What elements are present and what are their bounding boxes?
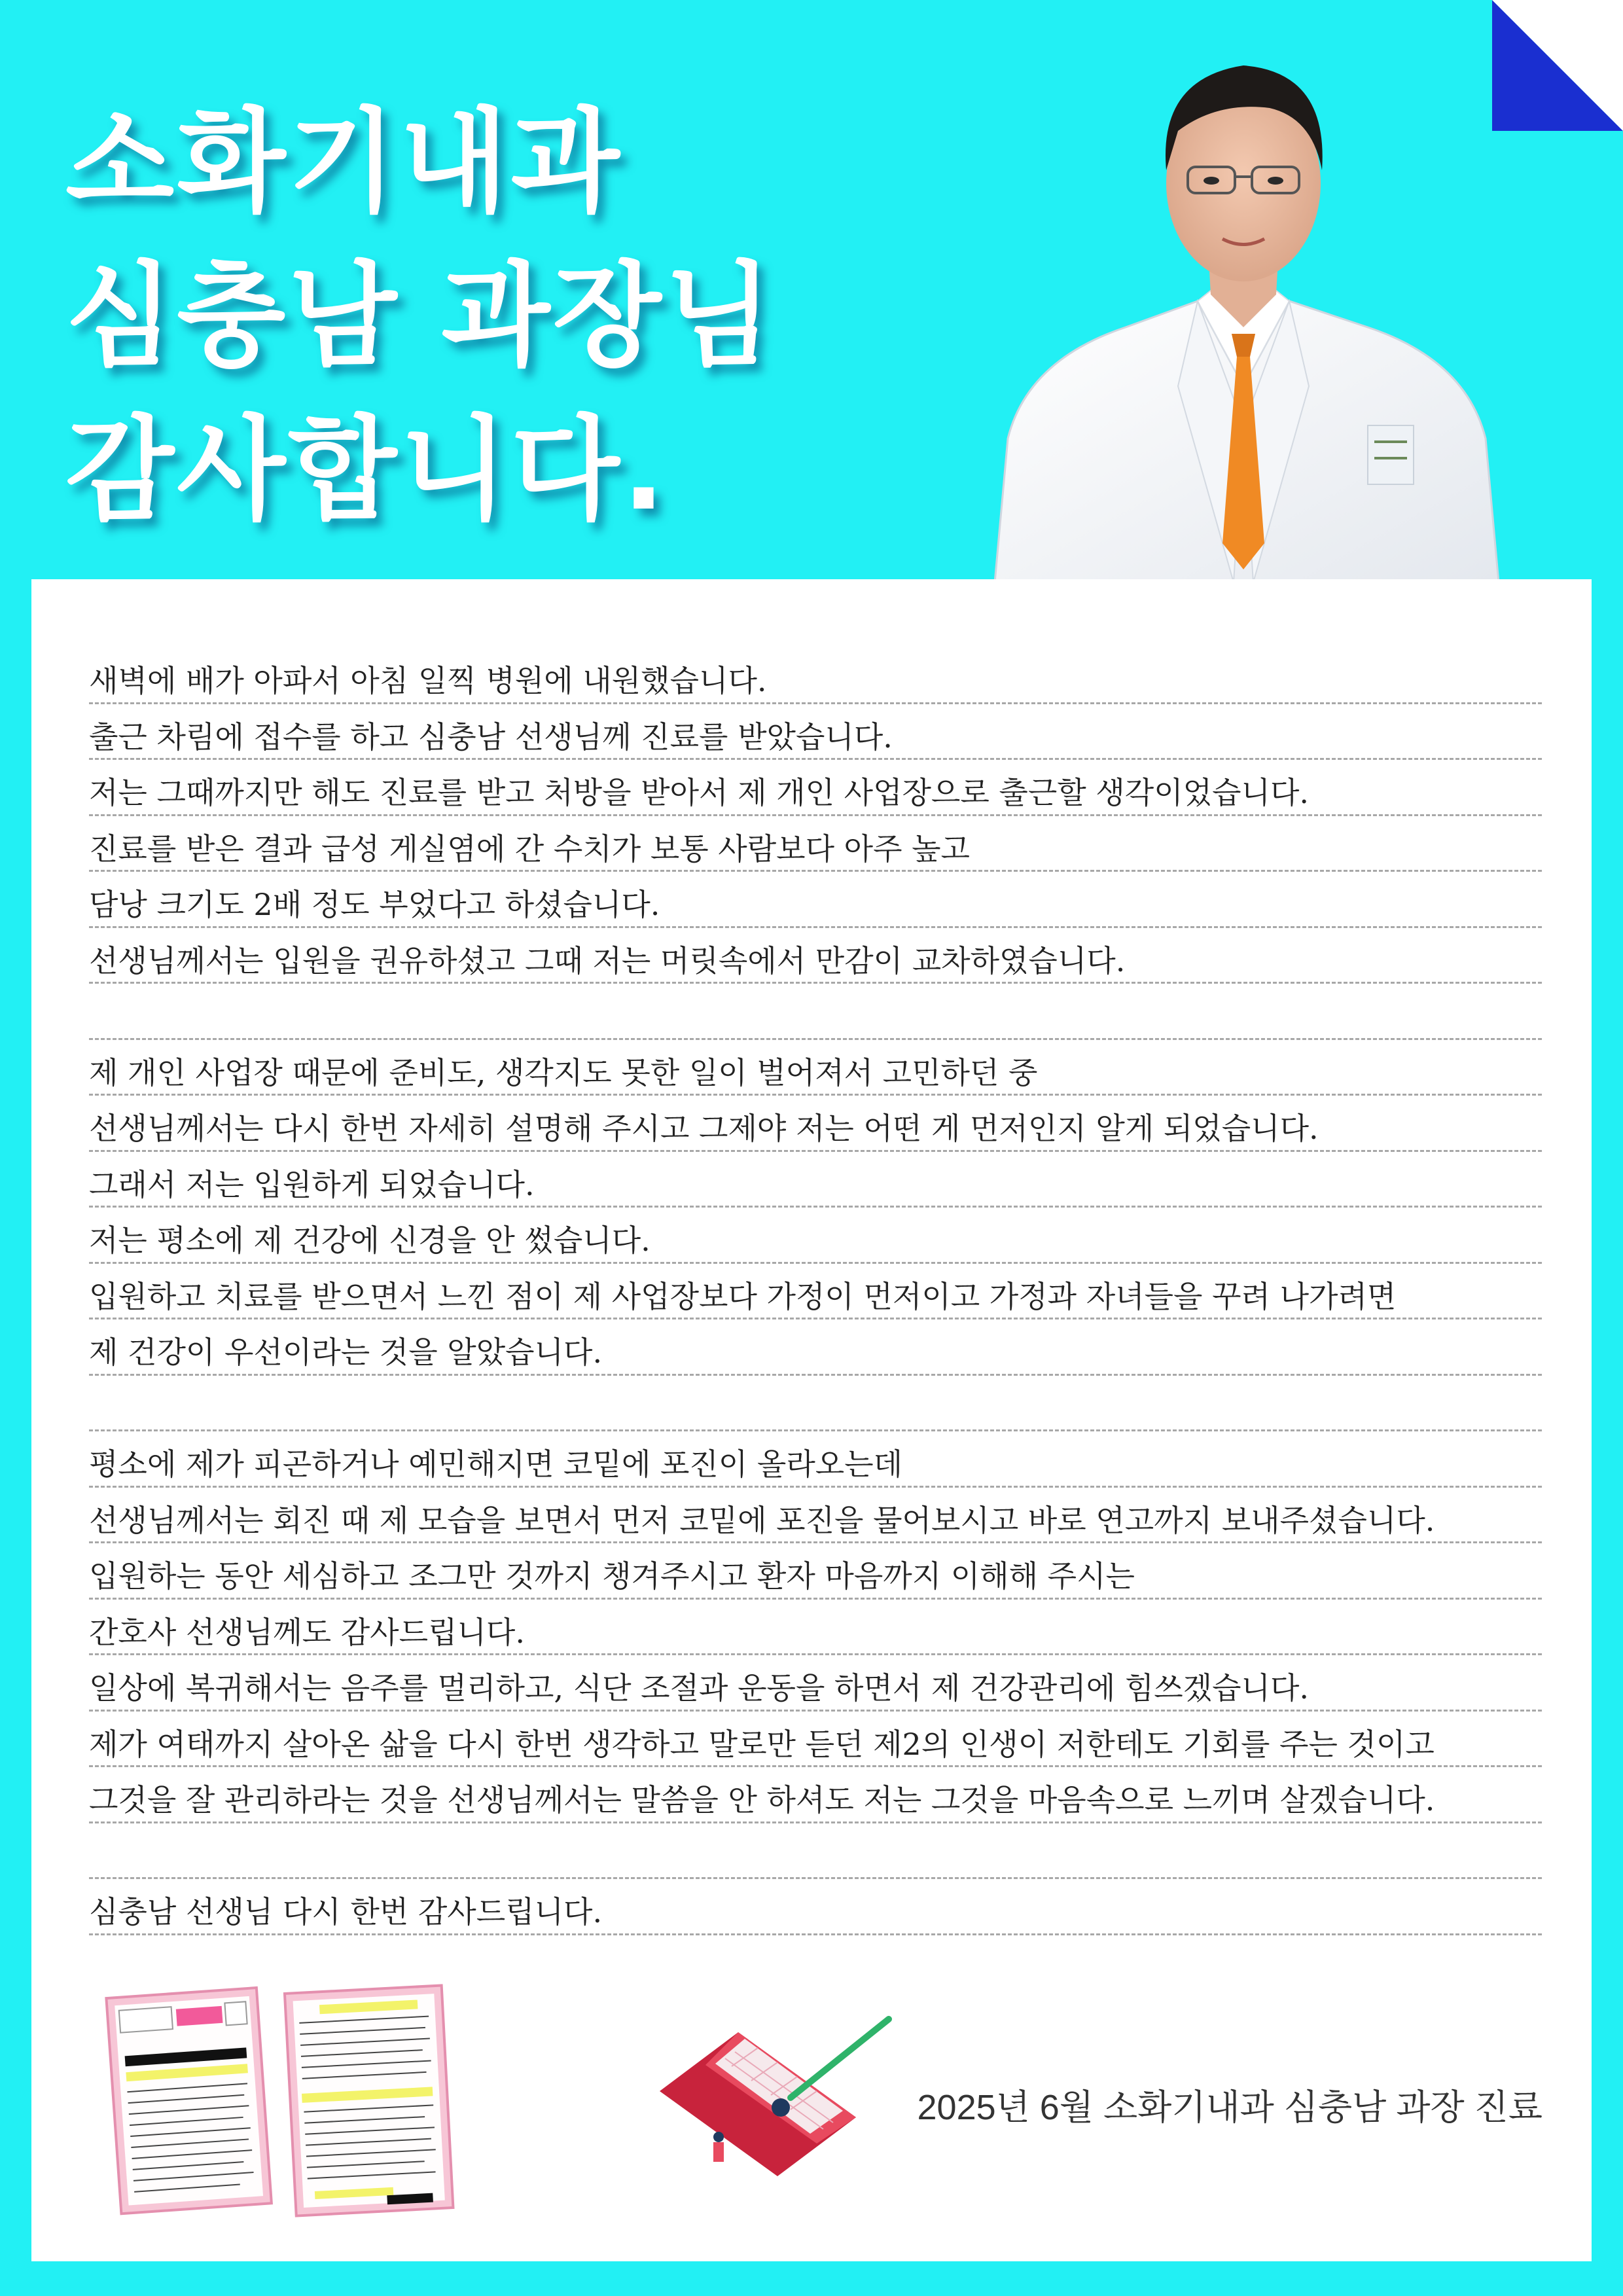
letter-line: 입원하는 동안 세심하고 조그만 것까지 챙겨주시고 환자 마음까지 이해해 주시는 — [89, 1543, 1542, 1600]
letter-line: 입원하고 치료를 받으면서 느낀 점이 제 사업장보다 가정이 먼저이고 가정과 자녀들을 꾸려 나가려면 — [89, 1264, 1542, 1320]
letter-line — [89, 1376, 1542, 1432]
letter-line: 간호사 선생님께도 감사드립니다. — [89, 1600, 1542, 1656]
letter-line: 출근 차림에 접수를 하고 심충남 선생님께 진료를 받았습니다. — [89, 704, 1542, 761]
title-line: 감사합니다. — [65, 404, 668, 535]
letter-line: 선생님께서는 회진 때 제 모습을 보면서 먼저 코밑에 포진을 물어보시고 바로 연고까지 보내주셨습니다. — [89, 1488, 1542, 1544]
letter-line: 그것을 잘 관리하라는 것을 선생님께서는 말씀을 안 하셔도 저는 그것을 마음속으로 느끼며 살겠습니다. — [89, 1767, 1542, 1823]
letter-line: 새벽에 배가 아파서 아침 일찍 병원에 내원했습니다. — [89, 648, 1542, 704]
letter-line: 저는 그때까지만 해도 진료를 받고 처방을 받아서 제 개인 사업장으로 출근할 생각이었습니다. — [89, 760, 1542, 816]
praise-card-thumbnails — [94, 1980, 474, 2229]
letter-line: 제 건강이 우선이라는 것을 알았습니다. — [89, 1319, 1542, 1376]
doctor-photo — [982, 20, 1505, 583]
letter-line: 평소에 제가 피곤하거나 예민해지면 코밑에 포진이 올라오는데 — [89, 1431, 1542, 1488]
letter-line: 저는 평소에 제 건강에 신경을 안 썼습니다. — [89, 1208, 1542, 1264]
letter-line: 진료를 받은 결과 급성 게실염에 간 수치가 보통 사람보다 아주 높고 — [89, 816, 1542, 872]
footer-caption: 2025년 6월 소화기내과 심충남 과장 진료 — [917, 2088, 1543, 2127]
letter-line: 담낭 크기도 2배 정도 부었다고 하셨습니다. — [89, 872, 1542, 928]
letter-line: 일상에 복귀해서는 음주를 멀리하고, 식단 조절과 운동을 하면서 제 건강관리에 힘쓰겠습니다. — [89, 1655, 1542, 1712]
title-line: 소화기내과 — [65, 96, 622, 228]
letter-line: 제 개인 사업장 때문에 준비도, 생각지도 못한 일이 벌어져서 고민하던 중 — [89, 1040, 1542, 1096]
letter-line: 심충남 선생님 다시 한번 감사드립니다. — [89, 1879, 1542, 1935]
corner-fold-icon — [1492, 0, 1623, 131]
letter-line — [89, 984, 1542, 1040]
envelope-illustration — [647, 1993, 935, 2209]
letter-line: 선생님께서는 입원을 권유하셨고 그때 저는 머릿속에서 만감이 교차하였습니다. — [89, 928, 1542, 984]
letter-line: 제가 여태까지 살아온 삶을 다시 한번 생각하고 말로만 듣던 제2의 인생이 저한테도 기회를 주는 것이고 — [89, 1712, 1542, 1768]
letter-line: 그래서 저는 입원하게 되었습니다. — [89, 1152, 1542, 1208]
letter-body — [89, 648, 1542, 1935]
page-title — [65, 85, 776, 547]
letter-panel — [31, 579, 1592, 2261]
letter-line: 선생님께서는 다시 한번 자세히 설명해 주시고 그제야 저는 어떤 게 먼저인지 알게 되었습니다. — [89, 1096, 1542, 1152]
title-line: 심충남 과장님 — [65, 250, 776, 382]
letter-line — [89, 1823, 1542, 1880]
